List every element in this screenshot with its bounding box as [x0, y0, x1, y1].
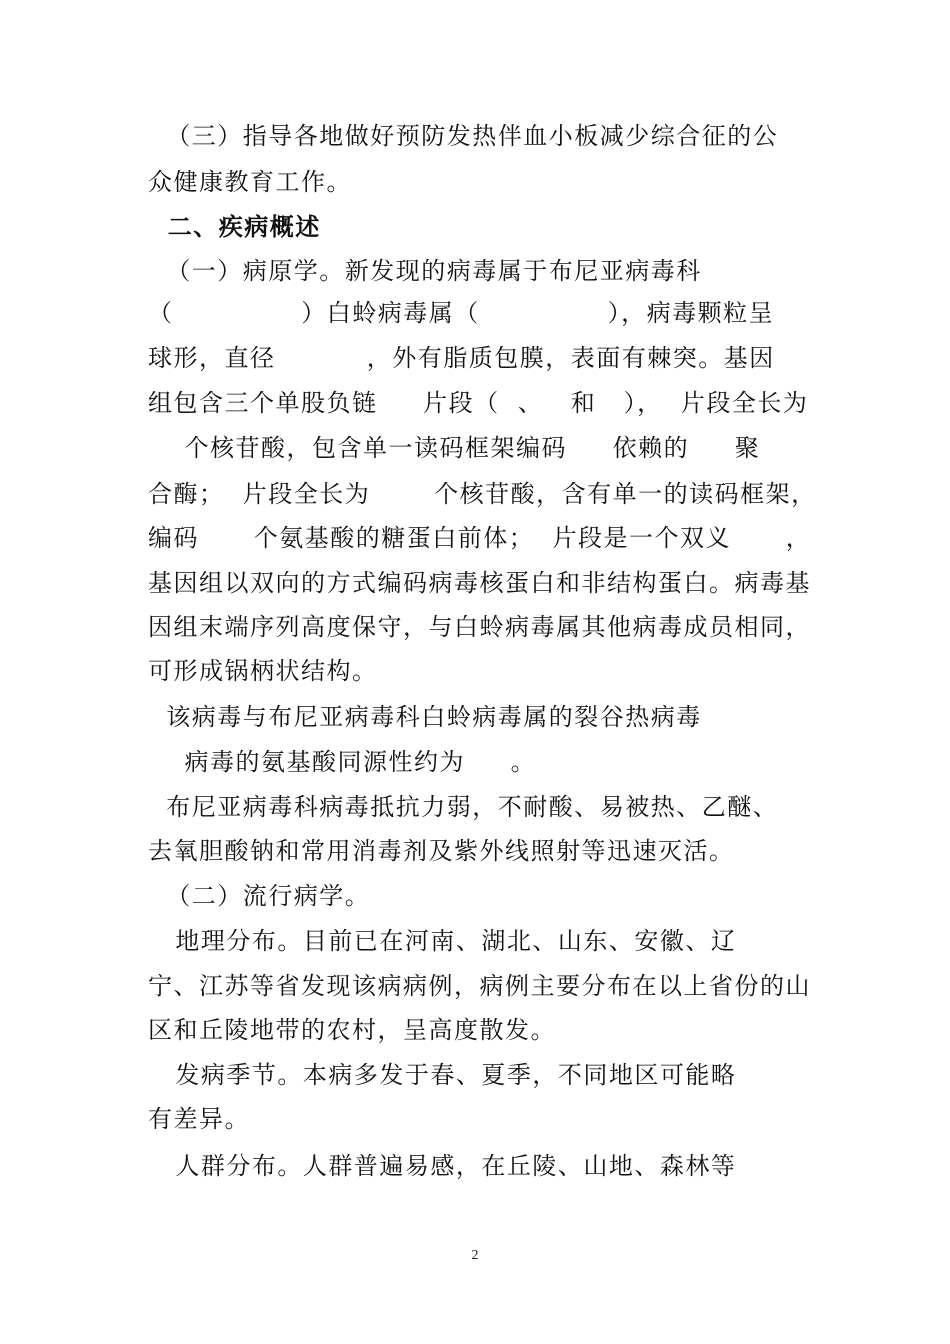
body-text-line: （一）病原学。新发现的病毒属于布尼亚病毒科	[148, 257, 702, 285]
body-text-line: 编码 个氨基酸的糖蛋白前体； 片段是一个双义 ，	[148, 524, 812, 552]
page-number: 2	[471, 1248, 479, 1263]
body-text-line: 病毒的氨基酸同源性约为 。	[148, 748, 537, 776]
body-text-line: 个核苷酸，包含单一读码框架编码 依赖的 聚	[148, 434, 761, 462]
body-text-line: 合酶； 片段全长为 个核苷酸，含有单一的读码框架，	[148, 480, 817, 508]
body-text-line: 组包含三个单股负链 片段（ 、 和 ）， 片段全长为	[148, 389, 809, 417]
subsection-heading: （二）流行病学。	[148, 882, 371, 910]
body-text-line: 宁、江苏等省发现该病病例，病例主要分布在以上省份的山	[148, 972, 811, 1000]
body-text-line: 可形成锅柄状结构。	[148, 657, 378, 685]
body-text-line: 球形，直径 ，外有脂质包膜，表面有棘突。基因	[148, 344, 775, 372]
body-text-line: 众健康教育工作。	[148, 168, 352, 196]
body-text-line: 基因组以双向的方式编码病毒核蛋白和非结构蛋白。病毒基	[148, 569, 811, 597]
body-text-line: 该病毒与布尼亚病毒科白蛉病毒属的裂谷热病毒	[148, 703, 702, 731]
body-text-line: 发病季节。本病多发于春、夏季，不同地区可能略	[148, 1061, 737, 1089]
body-text-line: （ ）白蛉病毒属（ ），病毒颗粒呈	[148, 299, 775, 327]
body-text-line: 有差异。	[148, 1105, 250, 1133]
body-text-line: 地理分布。目前已在河南、湖北、山东、安徽、辽	[148, 927, 737, 955]
body-text-line: （三）指导各地做好预防发热伴血小板减少综合征的公	[148, 122, 779, 150]
body-text-line: 布尼亚病毒科病毒抵抗力弱，不耐酸、易被热、乙醚、	[148, 793, 779, 821]
body-text-line: 去氧胆酸钠和常用消毒剂及紫外线照射等迅速灭活。	[148, 837, 735, 865]
body-text-line: 人群分布。人群普遍易感，在丘陵、山地、森林等	[148, 1152, 737, 1180]
body-text-line: 因组末端序列高度保守，与白蛉病毒属其他病毒成员相同，	[148, 613, 811, 641]
section-heading: 二、疾病概述	[148, 213, 321, 241]
body-text-line: 区和丘陵地带的农村，呈高度散发。	[148, 1016, 556, 1044]
